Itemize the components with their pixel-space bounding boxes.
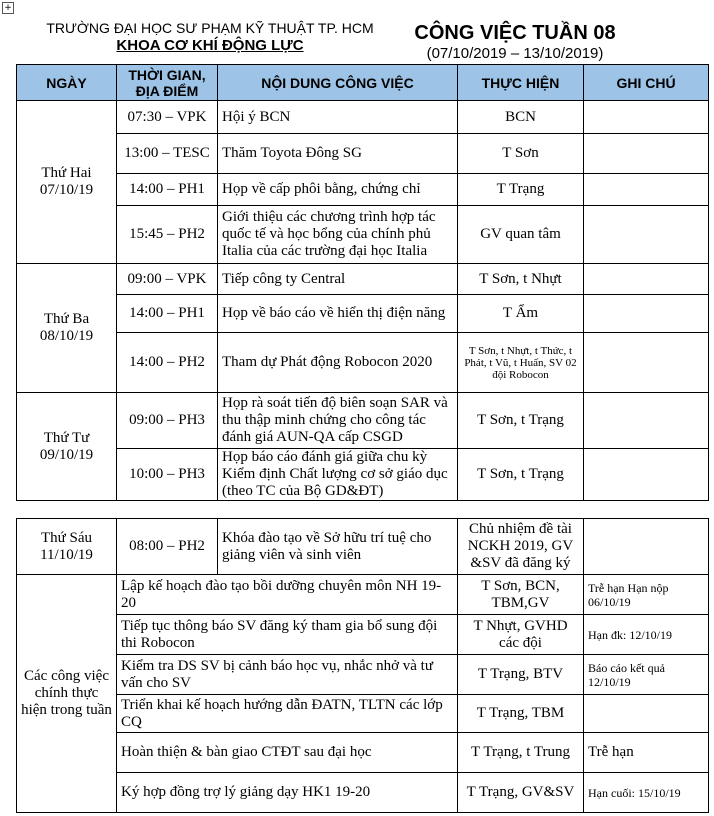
content-cell: Tiếp công ty Central	[218, 264, 458, 295]
table-row	[17, 655, 709, 695]
note-cell	[584, 134, 709, 174]
content-cell: Giới thiệu các chương trình hợp tác quốc tế và học bổng của chính phủ Italia của các trường đại học Italia	[218, 206, 458, 264]
date-range: (07/10/2019 – 13/10/2019)	[426, 45, 604, 62]
time-cell: 14:00 – PH1	[117, 295, 218, 333]
content-cell: Họp về báo cáo về hiển thị điện năng	[218, 295, 458, 333]
by-cell: T Trạng, BTV	[458, 655, 584, 695]
task-content-cell: Ký hợp đồng trợ lý giảng dạy HK1 19-20	[117, 773, 458, 813]
page-title: CÔNG VIỆC TUẦN 08	[414, 22, 616, 44]
by-cell: T Trạng, GV&SV	[458, 773, 584, 813]
col-header-day: NGÀY	[17, 65, 117, 101]
by-cell: T Trạng	[458, 174, 584, 206]
by-cell: T Sơn, t Nhựt, t Thức, t Phát, t Vũ, t Huấn, SV 02 đội Robocon	[458, 333, 584, 393]
content-cell: Khóa đào tạo về Sở hữu trí tuệ cho giảng viên và sinh viên	[218, 519, 458, 575]
by-cell: T Ẩm	[458, 295, 584, 333]
table-row	[17, 615, 709, 655]
table-row	[17, 174, 709, 206]
time-cell: 09:00 – VPK	[117, 264, 218, 295]
table-row	[17, 575, 709, 615]
table-row	[17, 733, 709, 773]
move-handle-icon[interactable]: +	[2, 2, 14, 14]
by-cell: T Sơn, t Trạng	[458, 449, 584, 501]
time-cell: 14:00 – PH2	[117, 333, 218, 393]
note-cell	[584, 264, 709, 295]
time-cell: 08:00 – PH2	[117, 519, 218, 575]
by-cell: BCN	[458, 101, 584, 134]
task-content-cell: Lập kế hoạch đào tạo bồi dưỡng chuyên môn NH 19-20	[117, 575, 458, 615]
note-cell: Trễ hạn Hạn nộp 06/10/19	[584, 575, 709, 615]
note-cell	[584, 206, 709, 264]
note-cell	[584, 393, 709, 449]
note-cell	[584, 174, 709, 206]
task-content-cell: Triển khai kế hoạch hướng dẫn ĐATN, TLTN các lớp CQ	[117, 695, 458, 733]
note-cell: Trễ hạn	[584, 733, 709, 773]
table-row	[17, 333, 709, 393]
day-cell: Thứ Tư 09/10/19	[17, 393, 117, 501]
table-row	[17, 695, 709, 733]
day-cell: Thứ Hai 07/10/19	[17, 101, 117, 264]
time-cell: 09:00 – PH3	[117, 393, 218, 449]
table-row	[17, 295, 709, 333]
by-cell: T Trạng, TBM	[458, 695, 584, 733]
table-row	[17, 101, 709, 134]
content-cell: Tham dự Phát động Robocon 2020	[218, 333, 458, 393]
time-cell: 14:00 – PH1	[117, 174, 218, 206]
task-content-cell: Hoàn thiện & bàn giao CTĐT sau đại học	[117, 733, 458, 773]
content-cell: Họp về cấp phôi bằng, chứng chỉ	[218, 174, 458, 206]
table-row	[17, 393, 709, 449]
time-cell: 10:00 – PH3	[117, 449, 218, 501]
note-cell: Hạn cuối: 15/10/19	[584, 773, 709, 813]
content-cell: Họp rà soát tiến độ biên soạn SAR và thu thập minh chứng cho công tác đánh giá AUN-QA cấp CSGD	[218, 393, 458, 449]
note-cell	[584, 333, 709, 393]
note-cell	[584, 449, 709, 501]
note-cell	[584, 519, 709, 575]
table-row	[17, 134, 709, 174]
note-cell	[584, 101, 709, 134]
by-cell: GV quan tâm	[458, 206, 584, 264]
note-cell: Báo cáo kết quả 12/10/19	[584, 655, 709, 695]
task-content-cell: Tiếp tục thông báo SV đăng ký tham gia bổ sung đội thi Robocon	[117, 615, 458, 655]
col-header-by: THỰC HIỆN	[458, 65, 584, 101]
by-cell: T Sơn, BCN, TBM,GV	[458, 575, 584, 615]
col-header-content: NỘI DUNG CÔNG VIỆC	[218, 65, 458, 101]
table-row	[17, 206, 709, 264]
school-name: TRƯỜNG ĐẠI HỌC SƯ PHẠM KỸ THUẬT TP. HCM	[46, 20, 374, 36]
content-cell: Họp báo cáo đánh giá giữa chu kỳ Kiểm định Chất lượng cơ sở giáo dục (theo TC của Bộ GD&ĐT)	[218, 449, 458, 501]
table-row	[17, 264, 709, 295]
by-cell: T Nhựt, GVHD các đội	[458, 615, 584, 655]
time-cell: 13:00 – TESC	[117, 134, 218, 174]
faculty-name: KHOA CƠ KHÍ ĐỘNG LỰC	[116, 37, 304, 54]
col-header-note: GHI CHÚ	[584, 65, 709, 101]
weekly-label-cell: Các công việc chính thực hiện trong tuần	[17, 575, 117, 813]
weekly-tasks-table	[16, 518, 709, 813]
schedule-table	[16, 64, 709, 501]
table-row	[17, 449, 709, 501]
by-cell: Chủ nhiệm đề tài NCKH 2019, GV &SV đã đăng ký	[458, 519, 584, 575]
by-cell: T Sơn, t Nhựt	[458, 264, 584, 295]
header-row	[17, 65, 709, 101]
day-cell: Thứ Ba 08/10/19	[17, 264, 117, 393]
note-cell	[584, 295, 709, 333]
content-cell: Thăm Toyota Đông SG	[218, 134, 458, 174]
content-cell: Hội ý BCN	[218, 101, 458, 134]
col-header-time: THỜI GIAN, ĐỊA ĐIỂM	[117, 65, 218, 101]
day-cell: Thứ Sáu 11/10/19	[17, 519, 117, 575]
by-cell: T Sơn, t Trạng	[458, 393, 584, 449]
by-cell: T Trạng, t Trung	[458, 733, 584, 773]
table-row	[17, 519, 709, 575]
task-content-cell: Kiểm tra DS SV bị cảnh báo học vụ, nhắc nhở và tư vấn cho SV	[117, 655, 458, 695]
time-cell: 15:45 – PH2	[117, 206, 218, 264]
note-cell: Hạn đk: 12/10/19	[584, 615, 709, 655]
by-cell: T Sơn	[458, 134, 584, 174]
note-cell	[584, 695, 709, 733]
time-cell: 07:30 – VPK	[117, 101, 218, 134]
table-row	[17, 773, 709, 813]
